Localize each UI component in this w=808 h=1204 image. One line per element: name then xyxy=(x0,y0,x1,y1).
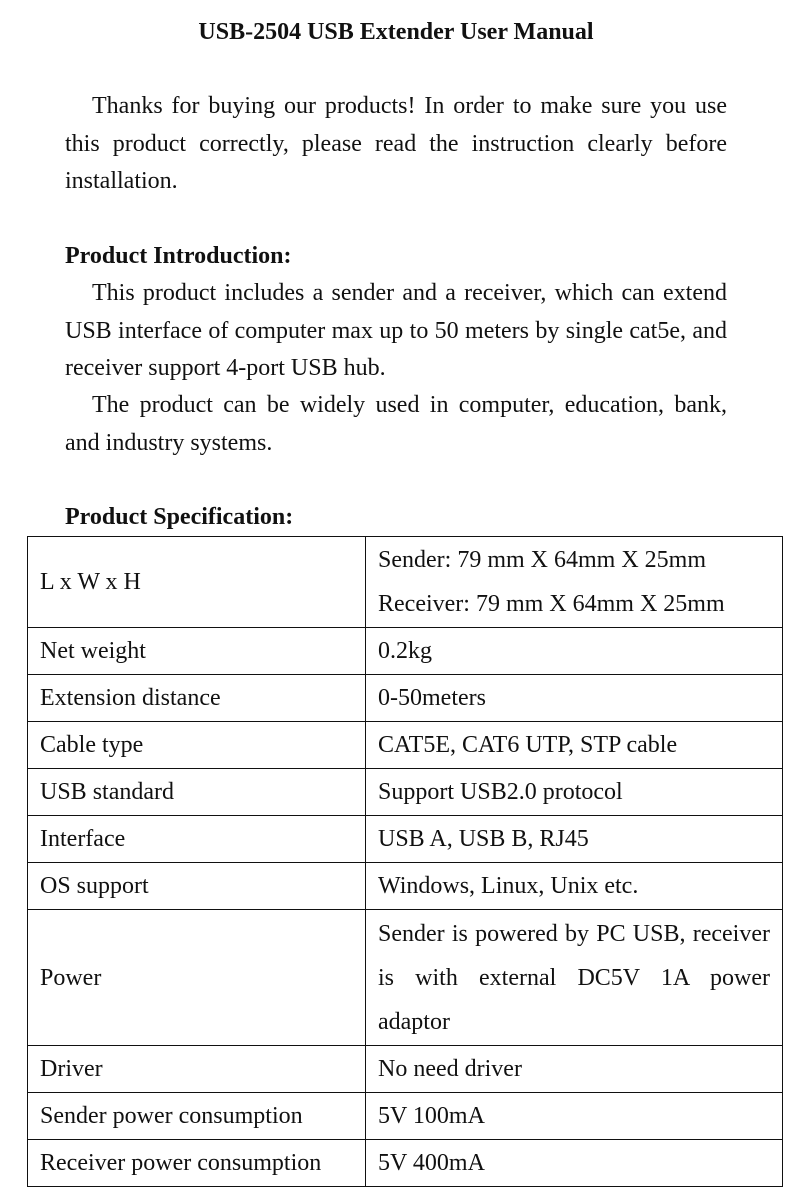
spec-label-driver: Driver xyxy=(28,1046,366,1093)
document-title: USB-2504 USB Extender User Manual xyxy=(198,19,594,45)
spec-label-extension-distance: Extension distance xyxy=(28,675,366,722)
product-specification-heading: Product Specification: xyxy=(65,504,294,530)
spec-value-receiver-dimensions: Receiver: 79 mm X 64mm X 25mm xyxy=(378,591,725,617)
spec-label-net-weight: Net weight xyxy=(28,628,366,675)
spec-label-dimensions: L x W x H xyxy=(28,537,366,628)
spec-label-os-support: OS support xyxy=(28,863,366,910)
introduction-paragraph-1: This product includes a sender and a receiver, which can extend USB interface of computer max up to 50 meters by single cat5e, and receiver support 4-port USB hub. xyxy=(65,280,727,381)
spec-value-sender-power-consumption: 5V 100mA xyxy=(366,1093,783,1140)
spec-value-power: Sender is powered by PC USB, receiver is with external DC5V 1A power adaptor xyxy=(366,910,783,1046)
spec-label-interface: Interface xyxy=(28,816,366,863)
table-row xyxy=(28,910,783,1046)
spec-label-power: Power xyxy=(28,910,366,1046)
product-introduction-heading: Product Introduction: xyxy=(65,243,292,269)
table-row xyxy=(28,537,783,628)
spec-value-net-weight: 0.2kg xyxy=(366,628,783,675)
spec-label-receiver-power-consumption: Receiver power consumption xyxy=(28,1140,366,1187)
table-row xyxy=(28,769,783,816)
spec-value-usb-standard: Support USB2.0 protocol xyxy=(366,769,783,816)
intro-paragraph: Thanks for buying our products! In order to make sure you use this product correctly, please read the instruction clearly before installation. xyxy=(65,93,727,194)
spec-value-sender-dimensions: Sender: 79 mm X 64mm X 25mm xyxy=(378,547,706,573)
spec-value-dimensions xyxy=(366,537,783,628)
spec-value-receiver-power-consumption: 5V 400mA xyxy=(366,1140,783,1187)
table-row xyxy=(28,675,783,722)
table-row xyxy=(28,816,783,863)
introduction-paragraph-2: The product can be widely used in computer, education, bank, and industry systems. xyxy=(65,392,727,456)
table-row xyxy=(28,722,783,769)
table-row xyxy=(28,1140,783,1187)
table-row xyxy=(28,863,783,910)
spec-value-cable-type: CAT5E, CAT6 UTP, STP cable xyxy=(366,722,783,769)
table-row xyxy=(28,1093,783,1140)
specification-table xyxy=(27,536,783,1187)
spec-label-usb-standard: USB standard xyxy=(28,769,366,816)
spec-value-interface: USB A, USB B, RJ45 xyxy=(366,816,783,863)
spec-value-extension-distance: 0-50meters xyxy=(366,675,783,722)
table-row xyxy=(28,1046,783,1093)
spec-label-cable-type: Cable type xyxy=(28,722,366,769)
table-row xyxy=(28,628,783,675)
spec-label-sender-power-consumption: Sender power consumption xyxy=(28,1093,366,1140)
spec-value-driver: No need driver xyxy=(366,1046,783,1093)
spec-value-os-support: Windows, Linux, Unix etc. xyxy=(366,863,783,910)
